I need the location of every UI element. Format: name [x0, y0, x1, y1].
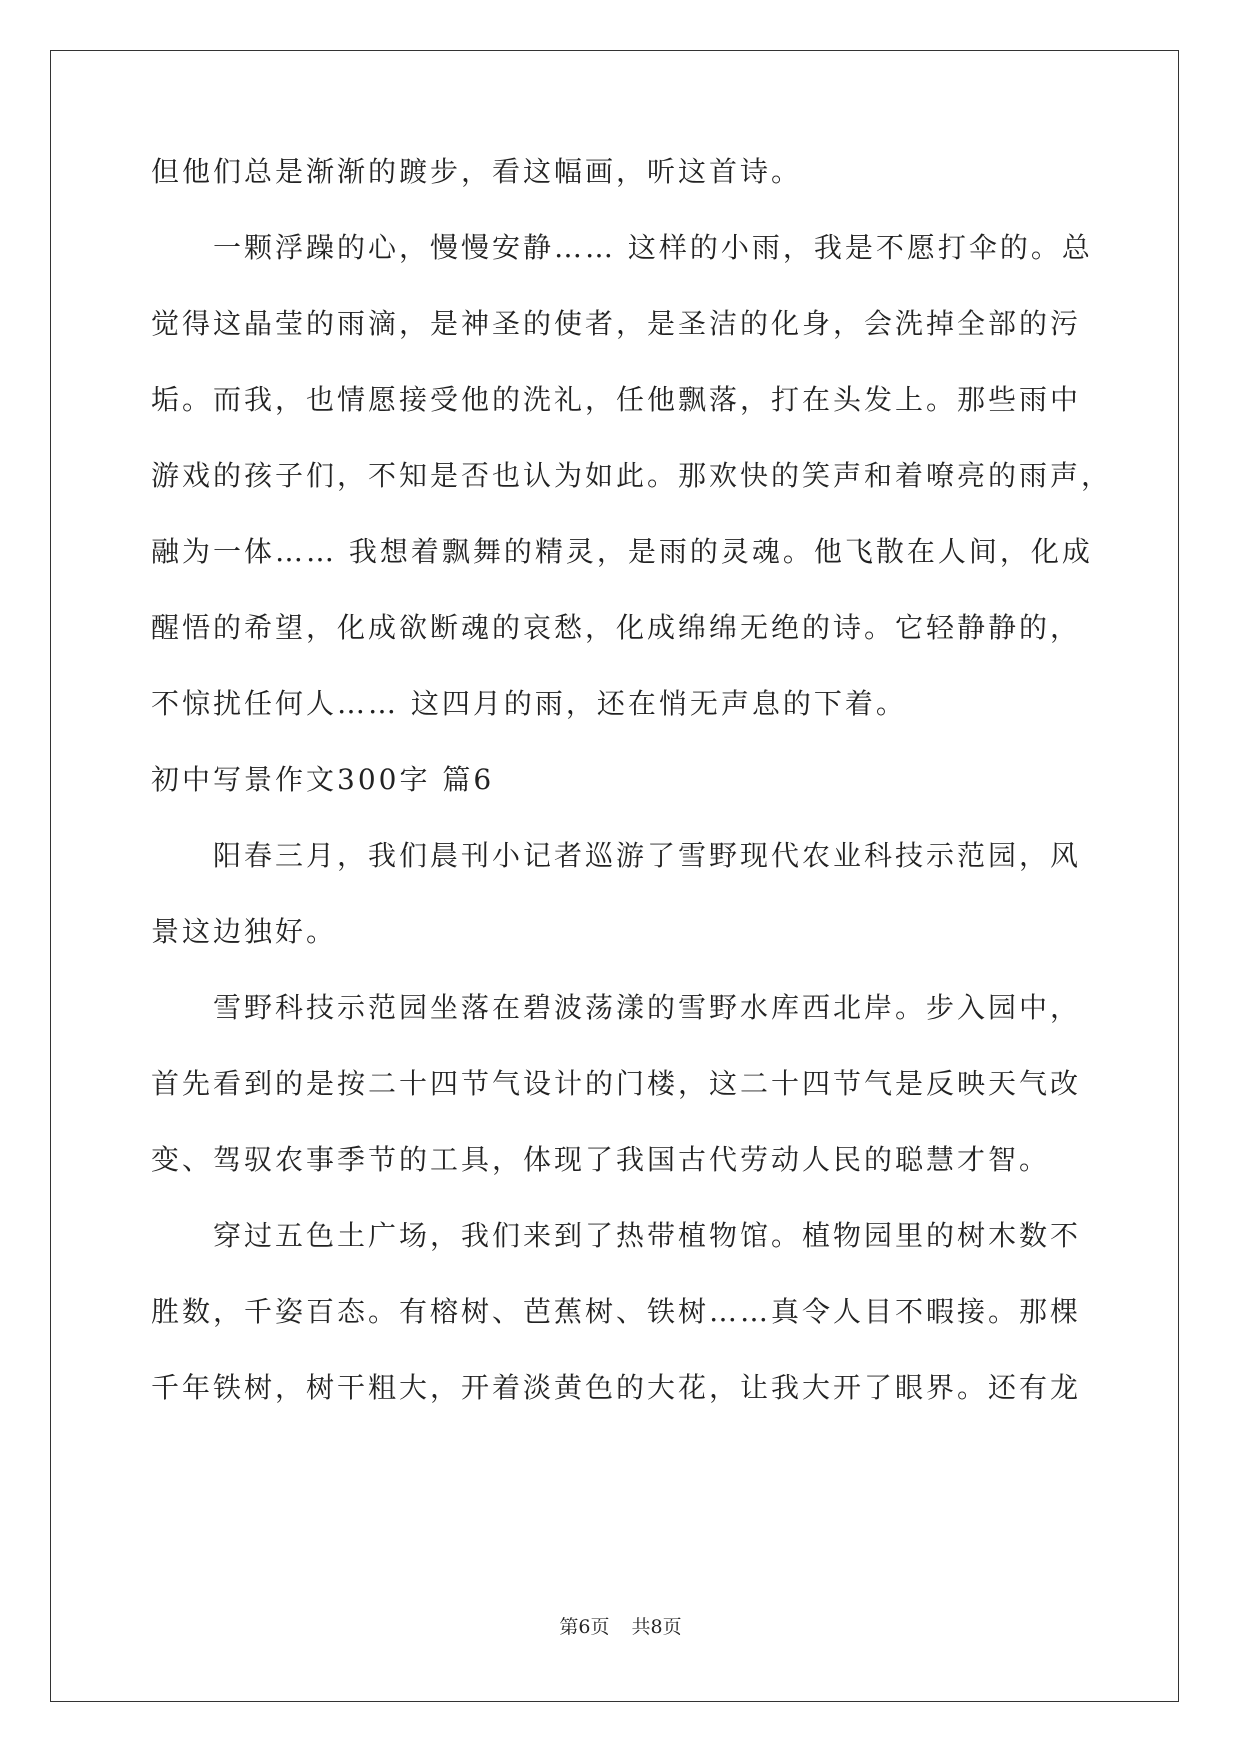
page-footer — [0, 1614, 1241, 1640]
text-line: 垢。而我，也情愿接受他的洗礼，任他飘落，打在头发上。那些雨中 — [151, 383, 1082, 416]
section-heading: 初中写景作文300字 篇6 — [151, 763, 495, 796]
text-line: 游戏的孩子们，不知是否也认为如此。那欢快的笑声和着嘹亮的雨声， — [151, 459, 1113, 492]
text-line: 穿过五色土广场，我们来到了热带植物馆。植物园里的树木数不 — [151, 1219, 1082, 1252]
text-line: 首先看到的是按二十四节气设计的门楼，这二十四节气是反映天气改 — [151, 1067, 1082, 1100]
text-line: 雪野科技示范园坐落在碧波荡漾的雪野水库西北岸。步入园中， — [151, 991, 1082, 1024]
text-line: 觉得这晶莹的雨滴，是神圣的使者，是圣洁的化身，会洗掉全部的污 — [151, 307, 1082, 340]
page-total: 共8页 — [631, 1616, 682, 1638]
text-line: 一颗浮躁的心，慢慢安静…… 这样的小雨，我是不愿打伞的。总 — [151, 231, 1093, 264]
text-line: 胜数，千姿百态。有榕树、芭蕉树、铁树……真令人目不暇接。那棵 — [151, 1295, 1082, 1328]
text-line: 但他们总是渐渐的踱步，看这幅画，听这首诗。 — [151, 155, 803, 188]
text-line: 千年铁树，树干粗大，开着淡黄色的大花，让我大开了眼界。还有龙 — [151, 1371, 1082, 1404]
text-line: 不惊扰任何人…… 这四月的雨，还在悄无声息的下着。 — [151, 687, 907, 720]
text-line: 变、驾驭农事季节的工具，体现了我国古代劳动人民的聪慧才智。 — [151, 1143, 1051, 1176]
page-border — [50, 50, 1179, 1702]
text-line: 融为一体…… 我想着飘舞的精灵，是雨的灵魂。他飞散在人间，化成 — [151, 535, 1093, 568]
text-line: 醒悟的希望，化成欲断魂的哀愁，化成绵绵无绝的诗。它轻静静的， — [151, 611, 1082, 644]
page-number: 第6页 — [559, 1616, 610, 1638]
text-line: 景这边独好。 — [151, 915, 338, 948]
text-line: 阳春三月，我们晨刊小记者巡游了雪野现代农业科技示范园，风 — [151, 839, 1082, 872]
